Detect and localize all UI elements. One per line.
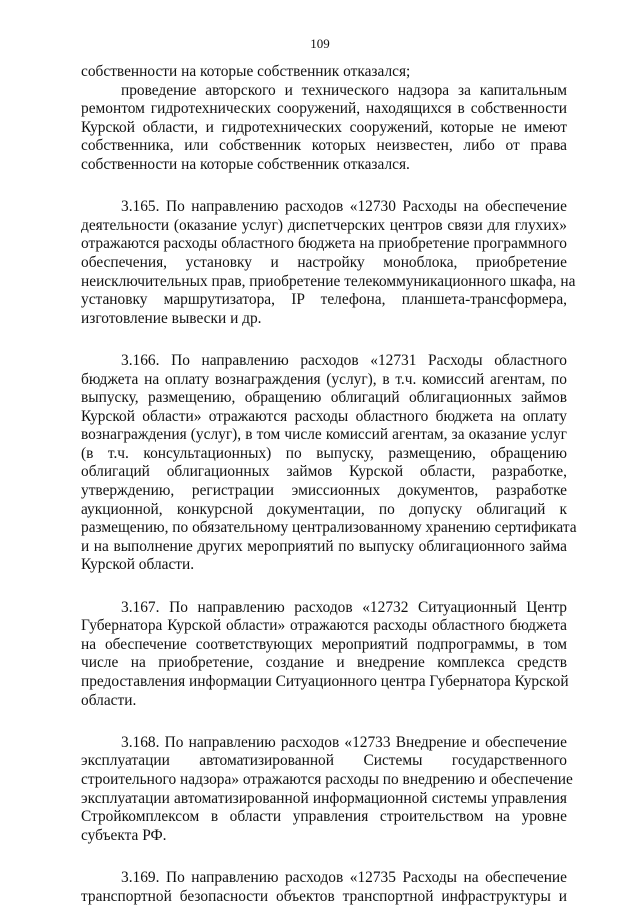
text-line: на обеспечение соответствующих мероприятий подпрограммы, в том (81, 635, 567, 653)
text-line: Губернатора Курской области» отражаются расходы областного бюджета (81, 617, 567, 635)
text-line: 3.166. По направлению расходов «12731 Расходы областного (121, 351, 567, 369)
text-line: отражаются расходы областного бюджета на приобретение программного (81, 235, 567, 253)
paragraph-gap (81, 328, 567, 352)
text-line: (в т.ч. консультационных) по выпуску, размещению, обращению (81, 444, 567, 462)
paragraph-gap (81, 710, 567, 734)
text-line: установку маршрутизатора, IP телефона, планшета-трансформера, (81, 291, 567, 309)
text-line: выпуску, размещению, обращению облигаций облигационных займов (81, 389, 567, 407)
text-line: размещению, по обязательному централизованному хранению сертификата (81, 519, 577, 537)
text-line: собственности на которые собственник отказался. (81, 155, 410, 173)
text-line: 3.167. По направлению расходов «12732 Ситуационный Центр (121, 598, 567, 616)
text-line: обеспечения, установку и настройку моноблока, приобретение (81, 253, 567, 271)
text-line: области. (81, 691, 137, 709)
text-line: строительного надзора» отражаются расходы по внедрению и обеспечение (81, 770, 573, 788)
text-line: предоставления информации Ситуационного центра Губернатора Курской (81, 673, 569, 690)
text-line: утверждению, регистрации эмиссионных документов, разработке (81, 482, 567, 500)
text-line: деятельности (оказание услуг) диспетчерских центров связи для глухих» (81, 216, 567, 234)
text-line: изготовление вывески и др. (81, 309, 262, 327)
text-line: 3.168. По направлению расходов «12733 Внедрение и обеспечение (121, 733, 567, 751)
text-line: транспортной безопасности объектов транспортной инфраструктуры и (81, 887, 567, 905)
paragraph-3-165 (81, 198, 576, 328)
text-line: облигаций облигационных займов Курской области, разработке, (81, 463, 567, 481)
text-line: и на выполнение других мероприятий по выпуску облигационного займа (81, 537, 567, 555)
paragraph-3-167 (81, 599, 567, 711)
paragraph-3-168 (81, 733, 573, 846)
text-line: неисключительных прав, приобретение телекоммуникационного шкафа, на (81, 272, 576, 290)
paragraph-continuation (81, 63, 567, 82)
text-line: эксплуатации автоматизированной Системы государственного (81, 752, 567, 770)
text-line: собственника, или собственник которых неизвестен, либо от права (81, 137, 567, 155)
text-line: собственности на которые собственник отказался; (81, 63, 411, 80)
paragraph-gap (81, 175, 567, 199)
text-line: проведение авторского и технического надзора за капитальным (121, 81, 567, 99)
text-line: субъекта РФ. (81, 826, 167, 844)
text-line: бюджета на оплату вознаграждения (услуг), в т.ч. комиссий агентам, по (81, 370, 567, 388)
text-line: 3.169. По направлению расходов «12735 Расходы на обеспечение (121, 868, 567, 886)
text-line: Стройкомплексом в области управления строительством на уровне (81, 808, 567, 826)
paragraph-3-166 (81, 351, 577, 575)
text-line: Курской области» отражаются расходы областного бюджета на оплату (81, 407, 567, 425)
text-line: Курской области, и гидротехнических сооружений, которые не имеют (81, 118, 567, 136)
text-line: вознаграждения (услуг), в том числе комиссий агентам, за оказание услуг (81, 426, 567, 444)
text-line: 3.165. По направлению расходов «12730 Расходы на обеспечение (121, 198, 567, 216)
text-line: числе на приобретение, создание и внедрение комплекса средств (81, 654, 567, 672)
text-line: эксплуатации автоматизированной информационной системы управления (81, 789, 567, 807)
text-line: Курской области. (81, 556, 195, 574)
text-line: аукционной, конкурсной документации, по допуску облигаций к (81, 500, 567, 518)
paragraph-3-169 (81, 869, 567, 906)
paragraph-supervision (81, 82, 567, 175)
text-line: ремонтом гидротехнических сооружений, находящихся в собственности (81, 100, 567, 118)
document-body (81, 63, 577, 906)
paragraph-gap (81, 575, 567, 599)
page-number: 109 (310, 36, 330, 51)
paragraph-gap (81, 845, 567, 869)
